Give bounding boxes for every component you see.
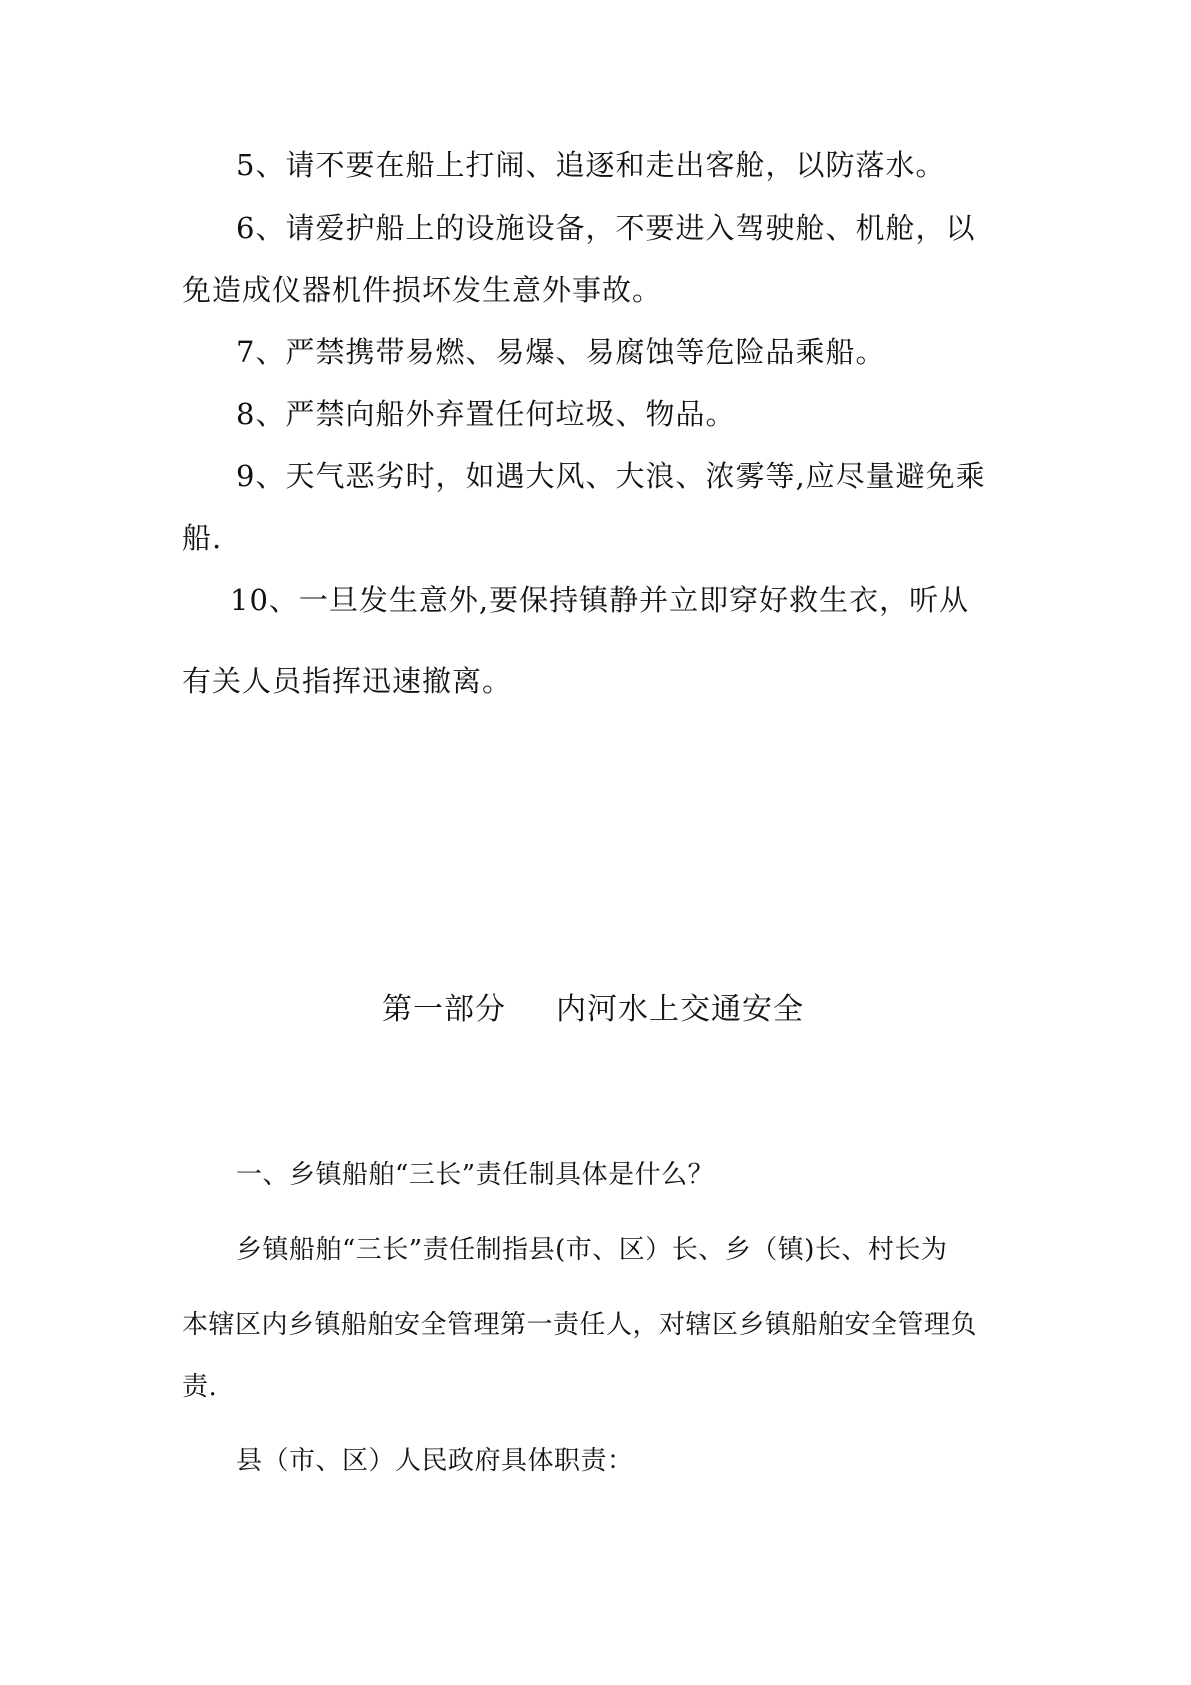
- item-6-line-2: 免造成仪器机件损坏发生意外事故。: [182, 273, 663, 307]
- item-7-line-1: 7、严禁携带易燃、易爆、易腐蚀等危险品乘船。: [236, 335, 886, 369]
- question-heading: 一、乡镇船舶“三长”责任制具体是什么？: [236, 1160, 715, 1190]
- item-10-line-1: 10、一旦发生意外,要保持镇静并立即穿好救生衣，听从: [230, 583, 970, 617]
- answer-line-2: 本辖区内乡镇船舶安全管理第一责任人，对辖区乡镇船舶安全管理负: [182, 1310, 978, 1340]
- section-title: 内河水上交通安全: [556, 992, 804, 1027]
- item-9-line-1: 9、天气恶劣时，如遇大风、大浪、浓雾等,应尽量避免乘: [236, 459, 986, 493]
- section-part-label: 第一部分: [382, 992, 506, 1027]
- item-8-line-1: 8、严禁向船外弃置任何垃圾、物品。: [236, 397, 736, 431]
- sub-heading: 县（市、区）人民政府具体职责：: [236, 1446, 634, 1476]
- answer-line-1: 乡镇船舶“三长”责任制指县(市、区）长、乡（镇)长、村长为: [236, 1235, 948, 1265]
- item-5-line-1: 5、请不要在船上打闹、追逐和走出客舱，以防落水。: [236, 148, 946, 182]
- item-9-line-2: 船.: [182, 521, 223, 555]
- section-heading: [382, 990, 804, 1030]
- item-10-line-2: 有关人员指挥迅速撤离。: [182, 664, 513, 698]
- item-6-line-1: 6、请爱护船上的设施设备，不要进入驾驶舱、机舱，以: [236, 211, 976, 245]
- answer-line-3: 责.: [182, 1372, 218, 1402]
